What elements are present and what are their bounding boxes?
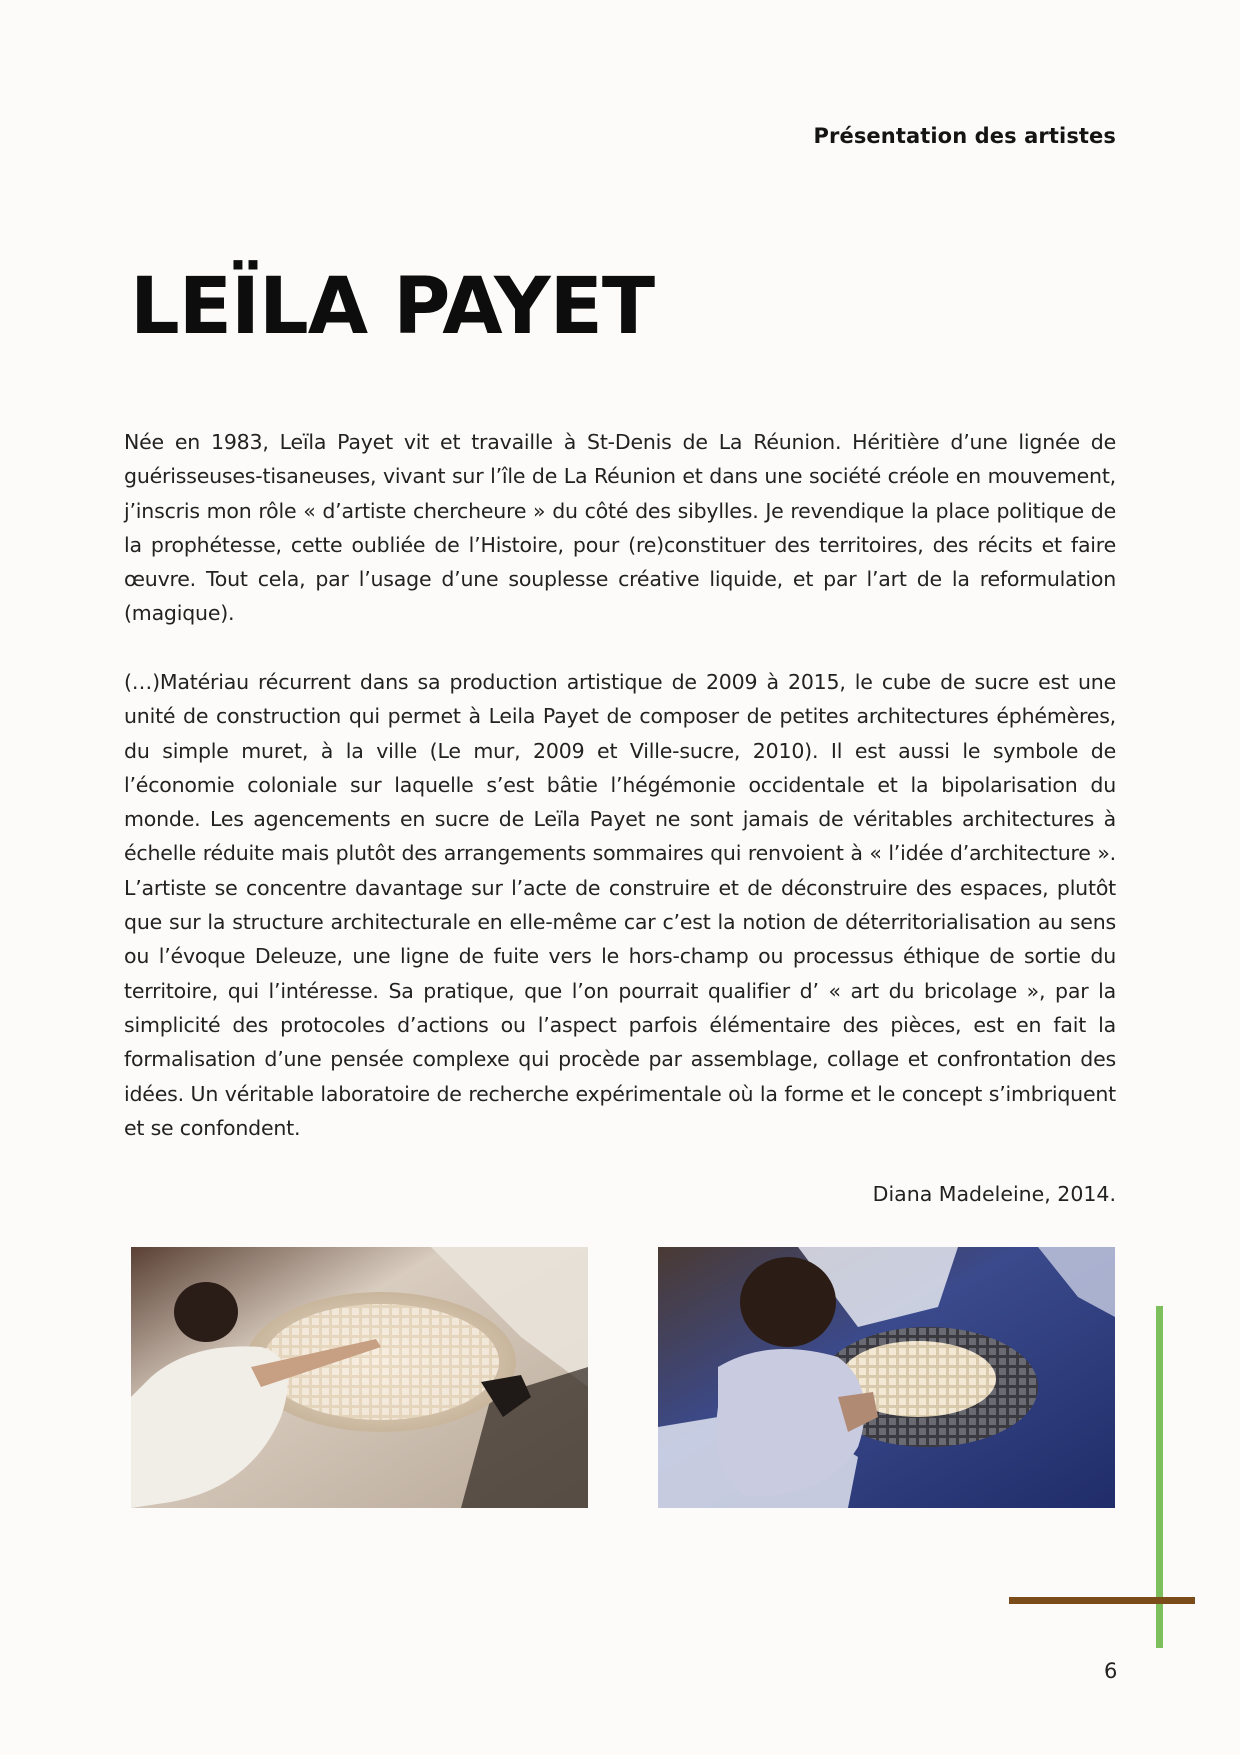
artwork-photo-sugar-white [131, 1247, 588, 1508]
artwork-photo-sugar-blue [658, 1247, 1115, 1508]
section-header: Présentation des artistes [813, 124, 1116, 148]
artist-name-title: LEÏLA PAYET [130, 262, 655, 352]
decorative-horizontal-line [1009, 1597, 1195, 1604]
critique-paragraph: (…)Matériau récurrent dans sa production artistique de 2009 à 2015, le cube de sucre est une unité de construction qui permet à Leila Payet de composer de petites architectures éphémères, du simple muret, à la ville (Le mur, 2009 et Ville-sucre, 2010). Il est aussi le symbole de l’économie coloniale sur laquelle s’est bâtie l’hégémonie occidentale et la bipolarisation du monde. Les agencements en sucre de Leïla Payet ne sont jamais de véritables architectures à échelle réduite mais plutôt des arrangements sommaires qui renvoient à « l’idée d’architecture ». L’artiste se concentre davantage sur l’acte de construire et de déconstruire des espaces, plutôt que sur la structure architecturale en elle-même car c’est la notion de déterritorialisation au sens ou l’évoque Deleuze, une ligne de fuite vers le hors-champ ou processus éthique de sortie du territoire, qui l’intéresse. Sa pratique, que l’on pourrait qualifier d’ « art du bricolage », par la simplicité des protocoles d’actions ou l’aspect parfois élémentaire des pièces, est en fait la formalisation d’une pensée complexe qui procède par assemblage, collage et confrontation des idées. Un véritable laboratoire de recherche expérimentale où la forme et le concept s’imbriquent et se confondent. [124, 670, 1116, 1140]
quote-attribution: Diana Madeleine, 2014. [872, 1182, 1116, 1206]
biography-paragraph: Née en 1983, Leïla Payet vit et travaille à St-Denis de La Réunion. Héritière d’une lignée de guérisseuses-tisaneuses, vivant sur l’île de La Réunion et dans une société créole en mouvement, j’inscris mon rôle « d’artiste chercheure » du côté des sibylles. Je revendique la place politique de la prophétesse, cette oubliée de l’Histoire, pour (re)constituer des territoires, des récits et faire œuvre. Tout cela, par l’usage d’une souplesse créative liquide, et par l’art de la reformulation (magique). [124, 430, 1116, 626]
page-number: 6 [1104, 1659, 1118, 1683]
